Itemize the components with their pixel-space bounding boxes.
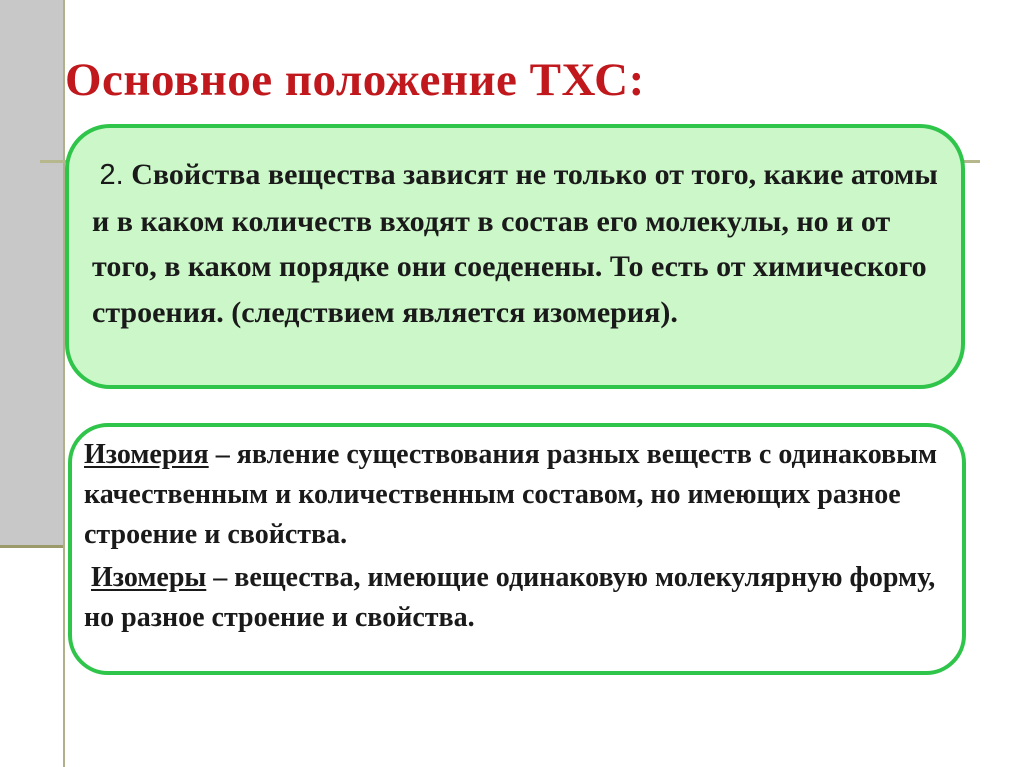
definition-isomers-text: – вещества, имеющие одинаковую молекулярную форму, но разное строение и свойства. xyxy=(84,562,936,633)
side-decoration-bar xyxy=(0,0,63,545)
definition-isomers xyxy=(84,558,964,638)
side-decoration-line xyxy=(0,545,63,548)
term-isomers: Изомеры xyxy=(91,562,207,593)
definition-isomerism-text: – явление существования разных веществ с одинаковым качественным и количественным составом, но имеющих разное строение и свойства. xyxy=(84,439,938,550)
definition-isomerism xyxy=(84,435,964,555)
vertical-divider xyxy=(63,0,65,767)
main-point-text xyxy=(92,152,952,335)
slide-title: Основное положение ТХС: xyxy=(65,54,645,106)
point-body: Свойства вещества зависят не только от того, какие атомы и в каком количеств входят в состав его молекулы, но и от того, в каком порядке они соеденены. То есть от химического строения. (следствием является изомерия). xyxy=(92,158,938,329)
point-number: 2. xyxy=(99,159,124,191)
term-isomerism: Изомерия xyxy=(84,439,209,470)
